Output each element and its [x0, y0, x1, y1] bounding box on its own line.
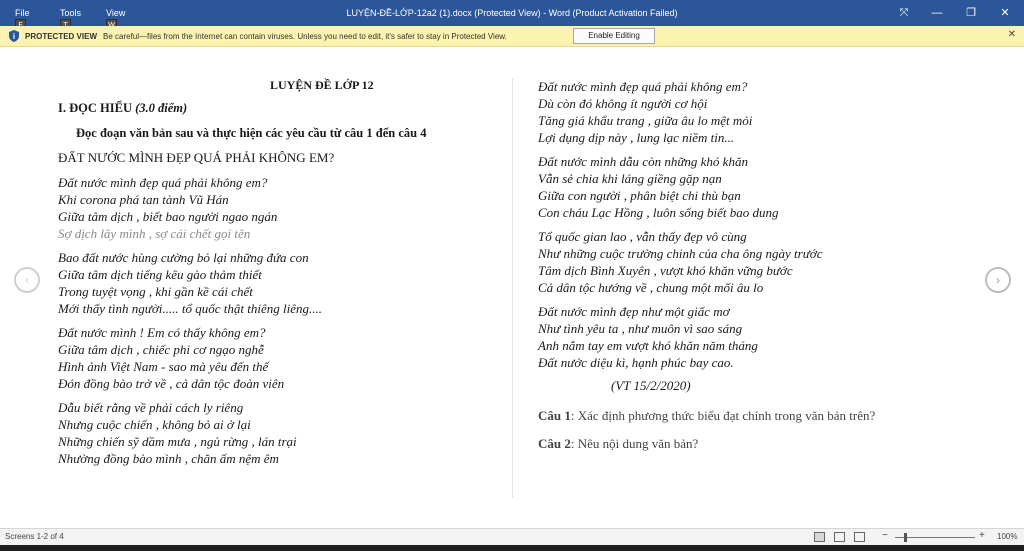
menu-view[interactable]	[106, 0, 146, 26]
status-bar	[0, 528, 1024, 545]
shield-icon	[9, 30, 19, 42]
title-bar	[0, 0, 1024, 26]
taskbar	[0, 545, 1024, 551]
poem-line: Cả dân tộc hướng về , chung một mối âu lo	[538, 280, 764, 295]
maximize-button[interactable]: ❐	[966, 7, 976, 19]
web-layout-icon[interactable]	[854, 532, 865, 542]
poem-line: Khi corona phá tan tành Vũ Hán	[58, 192, 229, 207]
protected-view-message: Be careful—files from the Internet can contain viruses. Unless you need to edit, it's safer to stay in Protected View.	[103, 31, 507, 41]
poem-line: Như tình yêu ta , như muôn vì sao sáng	[538, 321, 743, 336]
poem-line: Giữa con người , phân biệt chi thù bạn	[538, 188, 741, 203]
poem-line: Mới thấy tình người..... tổ quốc thật thiêng liêng....	[58, 301, 322, 316]
section-score: (3.0 điểm)	[135, 101, 188, 115]
restore-icon[interactable]: ⤧	[899, 7, 909, 19]
poem-source: (VT 15/2/2020)	[611, 378, 691, 393]
poem-line: Giữa tâm dịch , chiếc phi cơ ngạo nghễ	[58, 342, 264, 357]
poem-line: Sợ dịch lây mình , sợ cái chết gọi tên	[58, 226, 251, 241]
zoom-out-button[interactable]: −	[882, 530, 888, 541]
stanza	[58, 174, 277, 242]
poem-line: Tăng giá khẩu trang , giữa âu lo mệt mỏi	[538, 113, 753, 128]
poem-line: Dù còn đó không ít người cơ hội	[538, 96, 708, 111]
poem-line: Trong tuyệt vọng , khi gần kề cái chết	[58, 284, 253, 299]
section-heading	[58, 101, 187, 116]
poem-line: Vẫn sẻ chia khi láng giềng gặp nạn	[538, 171, 722, 186]
question-text: : Nêu nội dung văn bản?	[570, 436, 699, 451]
question	[538, 408, 875, 424]
poem-line: Đất nước diệu kì, hạnh phúc bay cao.	[538, 355, 734, 370]
next-page-icon[interactable]: ›	[985, 267, 1011, 293]
poem-line: Bao đất nước hùng cường bỏ lại những đứa con	[58, 250, 309, 265]
poem-line: Tổ quốc gian lao , vẫn thấy đẹp vô cùng	[538, 229, 747, 244]
question-label: Câu 1	[538, 408, 571, 423]
page-title: LUYỆN ĐỀ LỚP 12	[270, 78, 374, 92]
poem-line: Nhường đồng bào mình , chăn ấm nệm êm	[58, 451, 279, 466]
poem-line: Như những cuộc trường chinh của cha ông ngày trước	[538, 246, 823, 261]
zoom-level[interactable]: 100%	[997, 532, 1018, 541]
protected-view-title: PROTECTED VIEW	[25, 31, 98, 41]
enable-editing-button[interactable]: Enable Editing	[573, 28, 655, 44]
poem-line: Đất nước mình đẹp quá phải không em?	[58, 175, 268, 190]
minimize-button[interactable]: —	[931, 7, 943, 19]
read-mode-icon[interactable]	[814, 532, 825, 542]
section-title: I. ĐỌC HIỂU	[58, 101, 132, 115]
stanza	[58, 324, 284, 392]
svg-text:i: i	[12, 32, 16, 41]
print-layout-icon[interactable]	[834, 532, 845, 542]
poem-line: Đất nước mình ! Em có thấy không em?	[58, 325, 266, 340]
menu-file-label: File	[15, 8, 30, 18]
close-button[interactable]: ✕	[1000, 7, 1010, 19]
poem-line: Đất nước mình đẹp như một giấc mơ	[538, 304, 730, 319]
poem-line: Giữa tâm dịch tiếng kêu gào thảm thiết	[58, 267, 262, 282]
zoom-slider[interactable]	[895, 537, 975, 538]
poem-line: Lợi dụng dịp này , lung lạc niềm tin...	[538, 130, 735, 145]
poem-line: Con cháu Lạc Hồng , luôn sống biết bao dung	[538, 205, 779, 220]
protected-view-bar	[0, 26, 1024, 47]
prev-page-icon[interactable]: ‹	[14, 267, 40, 293]
poem-line: Đất nước mình đẹp quá phải không em?	[538, 79, 748, 94]
window-title: LUYỆN-ĐỀ-LỚP-12a2 (1).docx (Protected View) - Word (Product Activation Failed)	[346, 8, 678, 18]
zoom-in-button[interactable]: +	[979, 530, 985, 541]
document-area	[0, 48, 1024, 528]
poem-line: Những chiến sỹ dầm mưa , ngủ rừng , lán trại	[58, 434, 297, 449]
instruction: Đọc đoạn văn bản sau và thực hiện các yêu cầu từ câu 1 đến câu 4	[76, 126, 427, 140]
menu-tools[interactable]	[60, 0, 106, 26]
poem-line: Giữa tâm dịch , biết bao người ngao ngán	[58, 209, 278, 224]
menu-file[interactable]	[0, 0, 60, 26]
poem-title: ĐẤT NƯỚC MÌNH ĐẸP QUÁ PHẢI KHÔNG EM?	[58, 150, 335, 165]
poem-line: Đất nước mình dẫu còn những khó khăn	[538, 154, 748, 169]
question	[538, 436, 698, 452]
stanza	[538, 153, 779, 221]
stanza	[58, 399, 297, 467]
zoom-slider-thumb[interactable]	[904, 533, 907, 542]
page-divider	[512, 78, 513, 498]
poem-line: Tâm dịch Bình Xuyên , vượt khó khăn vững bước	[538, 263, 793, 278]
menu-bar	[0, 0, 146, 26]
stanza	[538, 303, 758, 371]
stanza	[58, 249, 322, 317]
poem-line: Đón đồng bào trở về , cả dân tộc đoàn viên	[58, 376, 285, 391]
close-icon[interactable]: ✕	[1007, 29, 1016, 40]
poem-line: Anh nắm tay em vượt khó khăn năm tháng	[538, 338, 758, 353]
menu-tools-label: Tools	[60, 8, 82, 18]
stanza	[538, 228, 823, 296]
page-count: Screens 1-2 of 4	[5, 532, 64, 541]
question-label: Câu 2	[538, 436, 571, 451]
poem-line: Hình ảnh Việt Nam - sao mà yêu đến thế	[58, 359, 269, 374]
poem-line: Nhưng cuộc chiến , không bỏ ai ở lại	[58, 417, 251, 432]
poem-line: Dẫu biết rằng về phải cách ly riêng	[58, 400, 244, 415]
question-text: : Xác định phương thức biểu đạt chính trong văn bản trên?	[570, 408, 876, 423]
menu-view-label: View	[106, 8, 126, 18]
stanza	[538, 78, 752, 146]
